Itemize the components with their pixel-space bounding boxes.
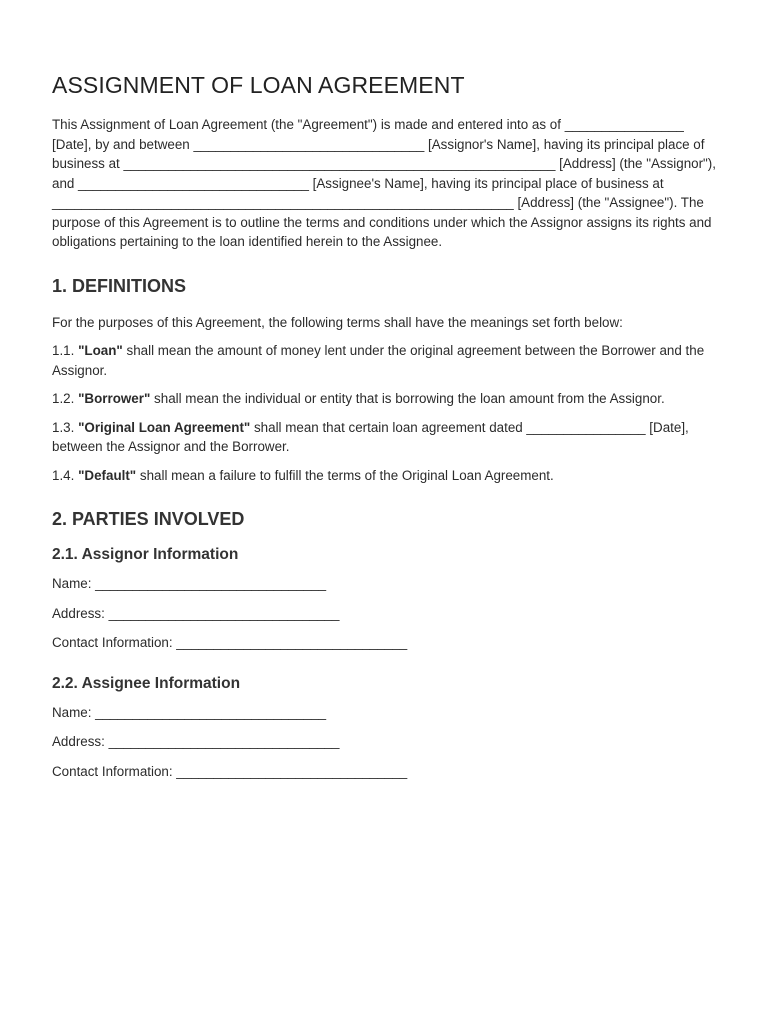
assignee-address-field: Address: _______________________________ <box>52 734 340 749</box>
definition-term: "Loan" <box>78 343 123 358</box>
assignor-info-heading: 2.1. Assignor Information <box>52 546 239 563</box>
definition-text: shall mean a failure to fulfill the terms of the Original Loan Agreement. <box>139 467 554 483</box>
definition-text: shall mean the individual or entity that is borrowing the loan amount from the Assignor. <box>154 391 665 406</box>
definition-item <box>52 466 718 486</box>
definitions-lead: For the purposes of this Agreement, the following terms shall have the meanings set forth below: <box>52 314 623 330</box>
assignor-name-field: Name: _______________________________ <box>52 576 327 591</box>
definition-item <box>52 341 718 380</box>
definition-number: 1.4. <box>52 467 75 483</box>
definition-number: 1.3. <box>52 419 75 435</box>
assignor-address-field: Address: _______________________________ <box>52 605 340 621</box>
definition-number: 1.1. <box>52 343 75 358</box>
assignee-info-heading: 2.2. Assignee Information <box>52 674 241 692</box>
definition-term: "Borrower" <box>78 391 151 406</box>
definition-text: shall mean that certain loan agreement dated ________________ [Date], between the Assignor and the Borrower. <box>52 419 689 454</box>
document-title: ASSIGNMENT OF LOAN AGREEMENT <box>52 72 465 98</box>
definition-item <box>52 418 718 457</box>
definition-item <box>52 389 718 409</box>
assignee-contact-field: Contact Information: _______________________________ <box>52 763 408 779</box>
section-parties-heading: 2. PARTIES INVOLVED <box>52 509 245 529</box>
definition-number: 1.2. <box>52 391 75 406</box>
intro-paragraph: This Assignment of Loan Agreement (the "Agreement") is made and entered into as of ________________ [Date], by and between _______________________________ [Assignor's Name], having its principal place of business at __________________________________________________________ [Address] (the "Assignor"), and _______________________________ [Assignee's Name], having its principal place of business at ______________________________________________________________ [Address] (the "Assignee"). The purpose of this Agreement is to outline the terms and conditions under which the Assignor assigns its rights and obligations pertaining to the loan identified herein to the Assignee. <box>52 117 716 249</box>
assignor-contact-field: Contact Information: _______________________________ <box>52 635 408 650</box>
definition-term: "Original Loan Agreement" <box>78 419 251 435</box>
definition-term: "Default" <box>78 467 137 483</box>
assignee-name-field: Name: _______________________________ <box>52 704 327 720</box>
definition-text: shall mean the amount of money lent under the original agreement between the Borrower and the Assignor. <box>52 343 705 378</box>
section-definitions-heading: 1. DEFINITIONS <box>52 275 187 296</box>
